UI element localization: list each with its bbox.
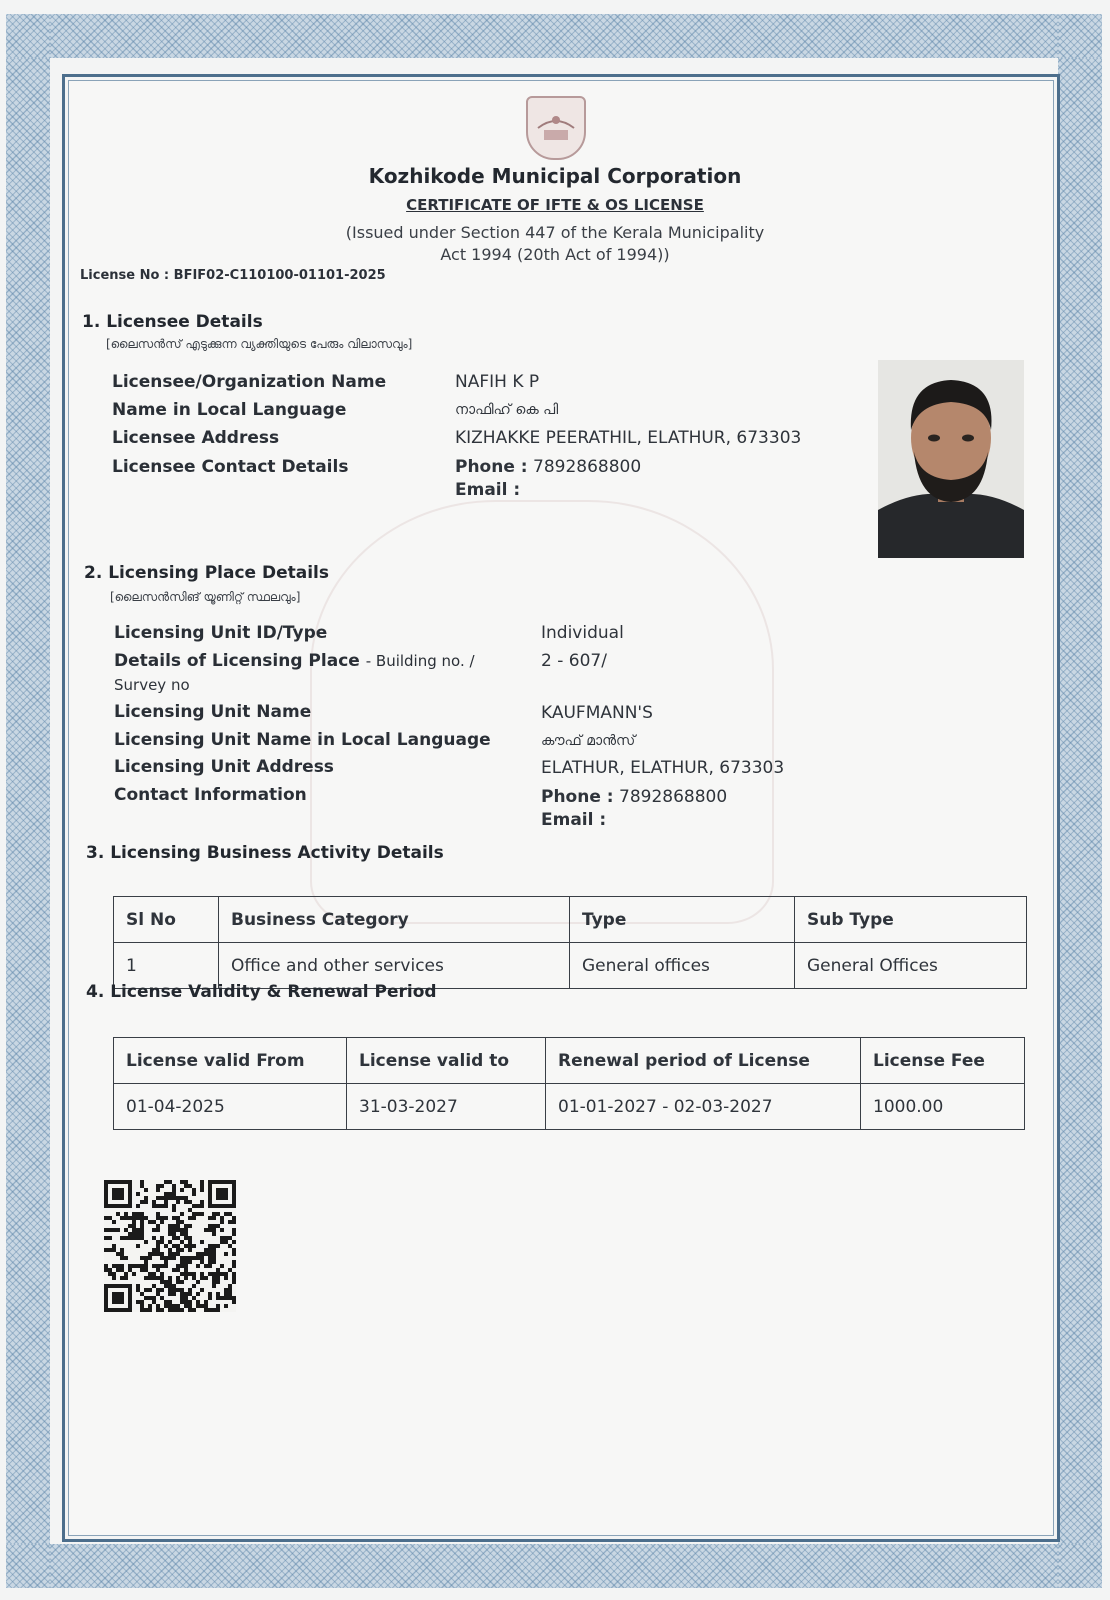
licensee-photo: [878, 360, 1024, 558]
issued-line-1: (Issued under Section 447 of the Kerala Municipality: [345, 223, 765, 242]
header-renewal-period: Renewal period of License: [546, 1038, 861, 1084]
unit-phone-label: Phone :: [541, 787, 614, 807]
cell-business-category: Office and other services: [219, 943, 570, 989]
corporation-emblem-icon: [526, 96, 586, 160]
unit-phone: [541, 787, 727, 807]
header-license-fee: License Fee: [861, 1038, 1025, 1084]
section-1-title: 1. Licensee Details: [82, 312, 263, 332]
header-valid-to: License valid to: [347, 1038, 546, 1084]
cell-sl-no: 1: [114, 943, 219, 989]
licensing-place-label-survey: Survey no: [114, 676, 190, 694]
phone-label: Phone :: [455, 457, 528, 477]
licensee-address-value: KIZHAKKE PEERATHIL, ELATHUR, 673303: [455, 428, 802, 448]
unit-phone-value: 7892868800: [619, 787, 728, 807]
licensee-email-label: Email :: [455, 480, 521, 500]
header-business-category: Business Category: [219, 897, 570, 943]
table-header-row: [114, 897, 1027, 943]
section-3-title: 3. Licensing Business Activity Details: [86, 843, 444, 863]
section-4-title: 4. License Validity & Renewal Period: [86, 982, 437, 1002]
certificate-title: CERTIFICATE OF IFTE & OS LICENSE: [406, 196, 704, 214]
licensee-name-value: NAFIH K P: [455, 372, 540, 392]
table-header-row: [114, 1038, 1025, 1084]
licensing-place-label-main: Details of Licensing Place: [114, 651, 360, 671]
cell-renewal-period: 01-01-2027 - 02-03-2027: [546, 1084, 861, 1130]
section-1-title-local: [ലൈസൻസ് എടുക്കുന്ന വ്യക്തിയുടെ പേരും വിലാസവും]: [106, 337, 413, 351]
header-sub-type: Sub Type: [795, 897, 1027, 943]
unit-id-value: Individual: [541, 623, 624, 643]
licensing-place-label: [114, 651, 475, 671]
local-name-value: നാഫിഹ് കെ പി: [455, 402, 559, 418]
unit-name-label: Licensing Unit Name: [114, 702, 312, 722]
license-number: License No : BFIF02-C110100-01101-2025: [80, 268, 386, 283]
licensee-address-label: Licensee Address: [112, 428, 280, 448]
licensing-place-value: 2 - 607/: [541, 651, 607, 671]
contact-info-label: Contact Information: [114, 785, 307, 805]
cell-sub-type: General Offices: [795, 943, 1027, 989]
licensee-name-label: Licensee/Organization Name: [112, 372, 387, 392]
unit-address-label: Licensing Unit Address: [114, 757, 334, 777]
header-sl-no: Sl No: [114, 897, 219, 943]
unit-local-name-label: Licensing Unit Name in Local Language: [114, 730, 491, 750]
cell-type: General offices: [570, 943, 795, 989]
organization-name: Kozhikode Municipal Corporation: [368, 164, 742, 188]
unit-id-label: Licensing Unit ID/Type: [114, 623, 328, 643]
unit-email-label: Email :: [541, 810, 607, 830]
table-row: [114, 1084, 1025, 1130]
license-validity-table: [113, 1037, 1025, 1130]
unit-name-value: KAUFMANN'S: [541, 703, 653, 723]
section-2-title-local: [ലൈസൻസിങ് യൂണിറ്റ് സ്ഥലവും]: [110, 590, 301, 604]
local-name-label: Name in Local Language: [112, 400, 347, 420]
cell-valid-from: 01-04-2025: [114, 1084, 347, 1130]
unit-address-value: ELATHUR, ELATHUR, 673303: [541, 758, 785, 778]
section-2-title: 2. Licensing Place Details: [84, 563, 330, 583]
issued-line-2: Act 1994 (20th Act of 1994)): [440, 245, 670, 264]
unit-local-name-value: കൗഫ് മാൻസ്: [541, 733, 636, 749]
cell-license-fee: 1000.00: [861, 1084, 1025, 1130]
issued-under-text: [0, 222, 1110, 266]
header-valid-from: License valid From: [114, 1038, 347, 1084]
phone-value: 7892868800: [533, 457, 642, 477]
licensing-place-label-sub: - Building no. /: [365, 652, 475, 670]
cell-valid-to: 31-03-2027: [347, 1084, 546, 1130]
qr-code-icon: [104, 1180, 236, 1312]
business-activity-table: [113, 896, 1027, 989]
licensee-phone: [455, 457, 641, 477]
header-type: Type: [570, 897, 795, 943]
licensee-contact-label: Licensee Contact Details: [112, 457, 349, 477]
